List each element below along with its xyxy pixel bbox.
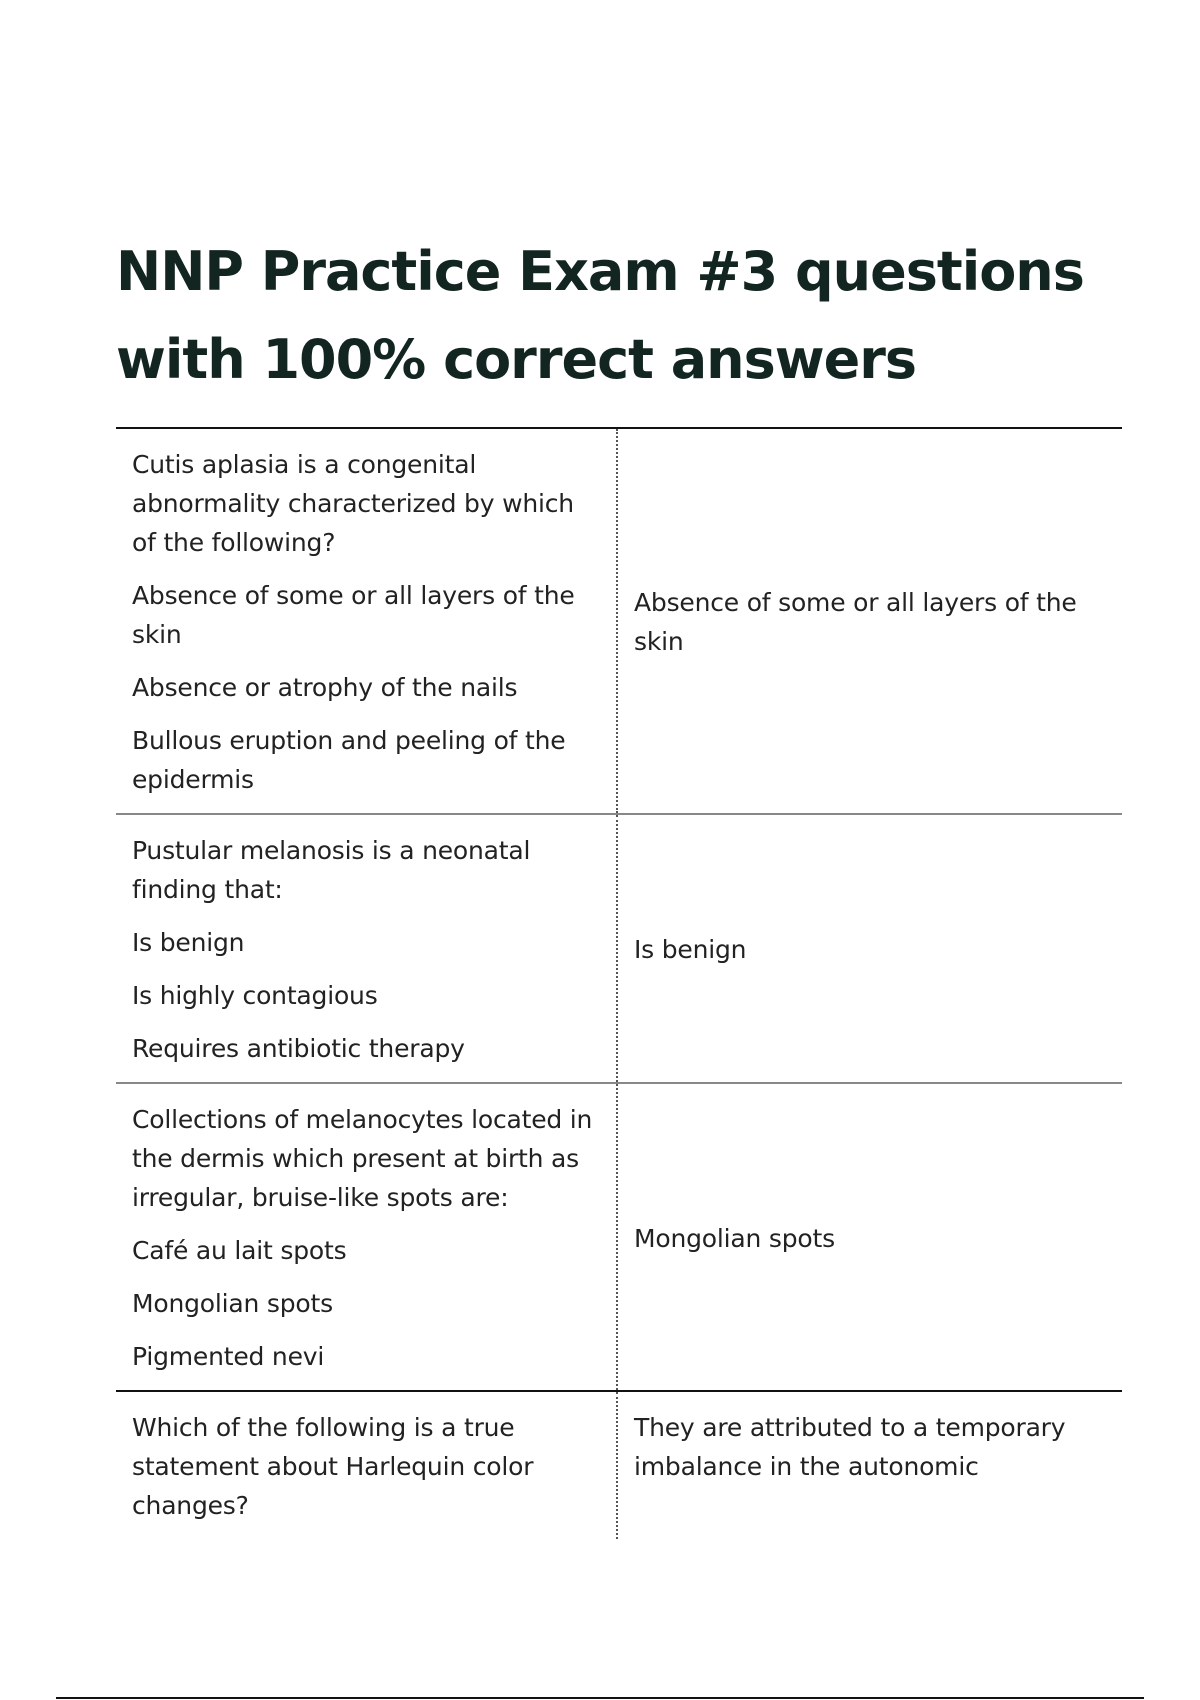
answer-text: They are attributed to a temporary imbalance in the autonomic [634,1413,1066,1481]
option-text: Bullous eruption and peeling of the epidermis [132,726,566,794]
qa-row [116,1084,1122,1392]
question-text: Pustular melanosis is a neonatal finding that: [132,836,531,904]
qa-row [116,815,1122,1084]
answer-cell [618,815,1122,1082]
question-cell [116,429,618,813]
question-text: Which of the following is a true statement about Harlequin color changes? [132,1413,534,1520]
option-text: Pigmented nevi [132,1342,325,1371]
option-text: Mongolian spots [132,1289,333,1318]
answer-text: Mongolian spots [634,1223,835,1253]
answer-cell [618,1392,1122,1539]
question-text: Cutis aplasia is a congenital abnormality characterized by which of the following? [132,450,574,557]
footer-divider [56,1697,1144,1699]
answer-cell [618,429,1122,813]
answer-cell [618,1084,1122,1390]
option-text: Requires antibiotic therapy [132,1034,465,1063]
question-text: Collections of melanocytes located in the dermis which present at birth as irregular, bruise-like spots are: [132,1105,593,1212]
option-text: Is benign [132,928,245,957]
option-text: Café au lait spots [132,1236,347,1265]
option-text: Is highly contagious [132,981,378,1010]
answer-text: Absence of some or all layers of the skin [634,588,1077,656]
option-text: Absence of some or all layers of the skin [132,581,575,649]
qa-table [116,427,1122,1539]
question-cell [116,1084,618,1390]
answer-text: Is benign [634,935,747,964]
question-cell [116,1392,618,1539]
question-cell [116,815,618,1082]
page-title: NNP Practice Exam #3 questions with 100% correct answers [116,240,1084,391]
option-text: Absence or atrophy of the nails [132,673,518,702]
qa-row [116,1392,1122,1539]
qa-row [116,429,1122,815]
